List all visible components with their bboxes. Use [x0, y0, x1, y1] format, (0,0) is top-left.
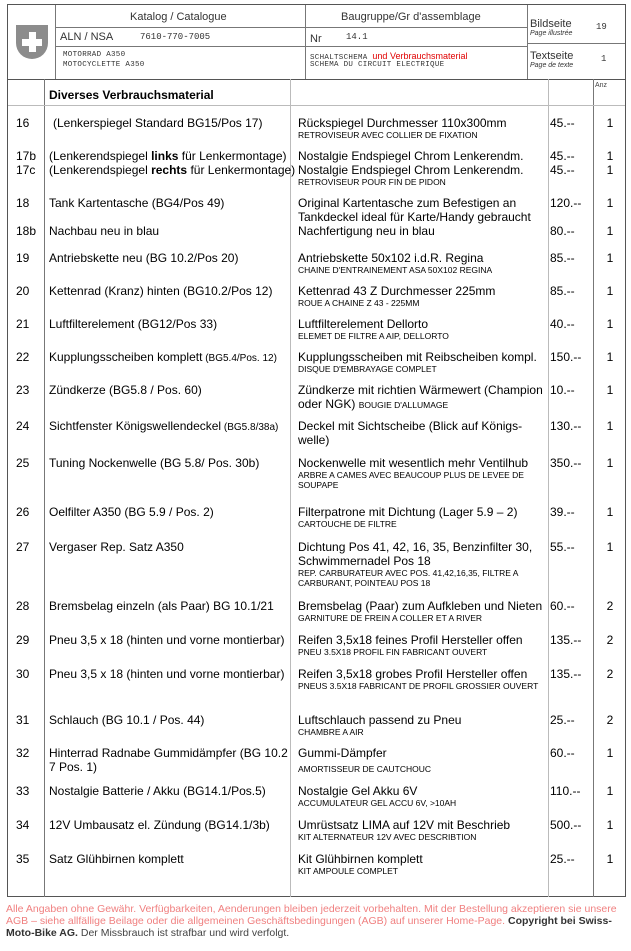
- desc-de-bold: rechts: [151, 163, 188, 177]
- desc-fr-main: Bremsbelag (Paar) zum Aufkleben und Nieten: [298, 599, 543, 613]
- price: 135.--: [550, 667, 582, 681]
- desc-fr-main: Rückspiegel Durchmesser 110x300mm: [298, 116, 507, 130]
- price: 120.--: [550, 196, 582, 210]
- desc-fr-main: Filterpatrone mit Dichtung (Lager 5.9 – 2): [298, 505, 518, 519]
- desc-fr: [298, 456, 548, 490]
- quantity: 2: [606, 599, 614, 613]
- desc-fr-sub: PNEU 3.5X18 PROFIL FIN FABRICANT OUVERT: [298, 647, 488, 657]
- pos-number: 31: [16, 713, 30, 727]
- desc-fr-main: Luftfilterelement Dellorto: [298, 317, 429, 331]
- desc-de: [49, 149, 297, 163]
- quantity: 1: [606, 149, 614, 163]
- desc-de: Satz Glühbirnen komplett: [49, 852, 184, 866]
- price: 45.--: [550, 116, 575, 130]
- desc-fr-sub: ROUE A CHAINE Z 43 - 225MM: [298, 298, 420, 308]
- desc-fr: [298, 383, 548, 412]
- pos-number: 19: [16, 251, 30, 265]
- price: 150.--: [550, 350, 582, 364]
- desc-de: 12V Umbausatz el. Zündung (BG14.1/3b): [49, 818, 270, 832]
- desc-de-main: Sichtfenster Königswellendeckel: [49, 419, 222, 433]
- desc-de: [49, 163, 297, 177]
- desc-de: Luftfilterelement (BG12/Pos 33): [49, 317, 218, 331]
- desc-fr-main: Kettenrad 43 Z Durchmesser 225mm: [298, 284, 496, 298]
- desc-de: Nachbau neu in blau: [49, 224, 160, 238]
- desc-de: Nostalgie Batterie / Akku (BG14.1/Pos.5): [49, 784, 266, 798]
- desc-fr-sub: AMORTISSEUR DE CAUTCHOUC: [298, 764, 432, 774]
- quantity: 2: [606, 633, 614, 647]
- pos-number: 22: [16, 350, 30, 364]
- catalog-header: [8, 5, 625, 80]
- desc-fr: [298, 116, 548, 140]
- desc-fr: [298, 746, 548, 774]
- quantity: 1: [606, 196, 614, 210]
- pos-number: 34: [16, 818, 30, 832]
- desc-fr: [298, 633, 548, 657]
- aln-value: 7610-770-7005: [140, 32, 211, 42]
- price: 39.--: [550, 505, 575, 519]
- anz-label: Anz: [595, 82, 608, 89]
- desc-fr: [298, 284, 548, 308]
- schema-fr: SCHEMA DU CIRCUIT ELECTRIQUE: [310, 61, 445, 69]
- textseite-value: 1: [601, 54, 607, 64]
- price: 10.--: [550, 383, 575, 397]
- price: 350.--: [550, 456, 582, 470]
- quantity: 1: [606, 852, 614, 866]
- price: 60.--: [550, 746, 575, 760]
- pos-number: 26: [16, 505, 30, 519]
- desc-fr-sub: BOUGIE D'ALLUMAGE: [358, 400, 449, 410]
- desc-de: Tuning Nockenwelle (BG 5.8/ Pos. 30b): [49, 456, 260, 470]
- pos-number: 25: [16, 456, 30, 470]
- quantity: 2: [606, 713, 614, 727]
- desc-de-c: für Lenkermontage): [187, 163, 296, 177]
- desc-fr-sub: ELEMET DE FILTRE A AIP, DELLORTO: [298, 331, 449, 341]
- pos-number: 21: [16, 317, 30, 331]
- desc-de: Oelfilter A350 (BG 5.9 / Pos. 2): [49, 505, 214, 519]
- desc-de: Schlauch (BG 10.1 / Pos. 44): [49, 713, 205, 727]
- desc-de-ref: (BG5.4/Pos. 12): [202, 353, 277, 364]
- price: 55.--: [550, 540, 575, 554]
- desc-de-ref: (BG5.8/38a): [221, 422, 279, 433]
- model-fr: MOTOCYCLETTE A350: [63, 61, 145, 69]
- desc-fr: [298, 818, 548, 842]
- swiss-cross-icon: [16, 25, 48, 59]
- price: 25.--: [550, 852, 575, 866]
- pos-number: 18b: [16, 224, 37, 238]
- price: 45.--: [550, 163, 575, 177]
- pos-number: 29: [16, 633, 30, 647]
- quantity: 1: [606, 784, 614, 798]
- quantity: 1: [606, 456, 614, 470]
- price: 25.--: [550, 713, 575, 727]
- footer-tail: Der Missbrauch ist strafbar und wird verfolgt.: [80, 927, 290, 939]
- desc-fr-sub: RETROVISEUR AVEC COLLIER DE FIXATION: [298, 130, 478, 140]
- desc-fr-sub: GARNITURE DE FREIN A COLLER ET A RIVER: [298, 613, 483, 623]
- desc-fr-main: Reifen 3,5x18 feines Profil Hersteller offen: [298, 633, 523, 647]
- bildseite-value: 19: [596, 22, 607, 32]
- price: 40.--: [550, 317, 575, 331]
- quantity: 1: [606, 383, 614, 397]
- desc-fr: Deckel mit Sichtscheibe (Blick auf Königs-welle): [298, 419, 523, 447]
- price: 85.--: [550, 251, 575, 265]
- desc-fr: [298, 505, 548, 529]
- pos-number: 30: [16, 667, 30, 681]
- footer-red-text: Alle Angaben ohne Gewähr. Verfügbarkeiten, Aenderungen bleiben jederzeit vorbehalten. Mit der Bestellung akzeptieren sie unsere AGB – siehe allfällige Beilage oder die allgemeinen Geschäftsbedingungen (AGB) auf unserer Home-Page.: [6, 903, 617, 927]
- quantity: 2: [606, 667, 614, 681]
- quantity: 1: [606, 163, 614, 177]
- desc-fr: [298, 251, 548, 275]
- nr-value: 14.1: [346, 32, 368, 42]
- pos-number: 17c: [16, 163, 36, 177]
- desc-fr-main: Dichtung Pos 41, 42, 16, 35, Benzinfilter 30, Schwimmernadel Pos 18: [298, 540, 533, 568]
- price: 80.--: [550, 224, 575, 238]
- nr-label: Nr: [310, 33, 322, 45]
- desc-de: (Lenkerspiegel Standard BG15/Pos 17): [53, 116, 263, 130]
- desc-fr-sub: ARBRE A CAMES AVEC BEAUCOUP PLUS DE LEVEE DE SOUPAPE: [298, 470, 524, 490]
- price: 110.--: [550, 784, 581, 798]
- textseite-label: Textseite: [530, 50, 574, 62]
- pos-number: 16: [16, 116, 30, 130]
- desc-de: Tank Kartentasche (BG4/Pos 49): [49, 196, 225, 210]
- desc-de: Vergaser Rep. Satz A350: [49, 540, 184, 554]
- desc-de: Pneu 3,5 x 18 (hinten und vorne montierbar): [49, 633, 285, 647]
- desc-fr-sub: CHAMBRE A AIR: [298, 727, 364, 737]
- desc-fr-main: Luftschlauch passend zu Pneu: [298, 713, 462, 727]
- assembly-label: Baugruppe/Gr d'assemblage: [341, 11, 481, 23]
- desc-fr: [298, 852, 548, 876]
- price: 130.--: [550, 419, 582, 433]
- desc-fr-main: Kit Glühbirnen komplett: [298, 852, 423, 866]
- schema-red: und Verbrauchsmaterial: [372, 51, 468, 61]
- quantity: 1: [606, 116, 614, 130]
- price: 85.--: [550, 284, 575, 298]
- pos-number: 28: [16, 599, 30, 613]
- desc-fr: Original Kartentasche zum Befestigen an Tankdeckel ideal für Karte/Handy gebraucht: [298, 196, 531, 224]
- desc-fr: [298, 784, 548, 808]
- desc-fr: [298, 599, 548, 623]
- desc-fr: Nostalgie Endspiegel Chrom Lenkerendm.: [298, 149, 524, 163]
- desc-fr-main: Reifen 3,5x18 grobes Profil Hersteller offen: [298, 667, 528, 681]
- desc-fr: [298, 667, 548, 691]
- quantity: 1: [606, 505, 614, 519]
- desc-fr-main: Kupplungsscheiben mit Reibscheiben kompl.: [298, 350, 537, 364]
- desc-fr: [298, 163, 548, 187]
- desc-fr-main: Zündkerze mit richtien Wärmewert (Champion oder NGK): [298, 383, 543, 411]
- desc-fr-sub: ACCUMULATEUR GEL ACCU 6V, >10AH: [298, 798, 457, 808]
- pos-number: 18: [16, 196, 30, 210]
- section-title: Diverses Verbrauchsmaterial: [49, 88, 214, 102]
- desc-de: Kettenrad (Kranz) hinten (BG10.2/Pos 12): [49, 284, 273, 298]
- quantity: 1: [606, 317, 614, 331]
- pos-number: 23: [16, 383, 30, 397]
- desc-fr-main: Nostalgie Gel Akku 6V: [298, 784, 418, 798]
- price: 60.--: [550, 599, 575, 613]
- pos-number: 32: [16, 746, 30, 760]
- desc-fr-sub: CHAINE D'ENTRAINEMENT ASA 50X102 REGINA: [298, 265, 493, 275]
- desc-de: [49, 419, 297, 435]
- desc-de: Antriebskette neu (BG 10.2/Pos 20): [49, 251, 239, 265]
- desc-de-bold: links: [151, 149, 179, 163]
- desc-de-a: (Lenkerendspiegel: [49, 163, 152, 177]
- quantity: 1: [606, 224, 614, 238]
- desc-de-c: für Lenkermontage): [178, 149, 287, 163]
- desc-fr-sub: CARTOUCHE DE FILTRE: [298, 519, 397, 529]
- pos-number: 35: [16, 852, 30, 866]
- catalog-label: Katalog / Catalogue: [130, 11, 227, 23]
- schema-de: SCHALTSCHEMA: [310, 54, 368, 62]
- desc-fr-sub: PNEUS 3.5X18 FABRICANT DE PROFIL GROSSIER OUVERT: [298, 681, 539, 691]
- quantity: 1: [606, 540, 614, 554]
- quantity: 1: [606, 419, 614, 433]
- desc-de: [49, 350, 297, 366]
- pos-number: 33: [16, 784, 30, 798]
- aln-label: ALN / NSA: [60, 31, 114, 43]
- desc-fr-main: Nockenwelle mit wesentlich mehr Ventilhub: [298, 456, 529, 470]
- footer-disclaimer: [6, 903, 626, 939]
- price: 135.--: [550, 633, 582, 647]
- desc-fr-main: Umrüstsatz LIMA auf 12V mit Beschrieb: [298, 818, 511, 832]
- desc-fr-main: Antriebskette 50x102 i.d.R. Regina: [298, 251, 484, 265]
- desc-fr-sub: KIT ALTERNATEUR 12V AVEC DESCRIBTION: [298, 832, 477, 842]
- desc-fr-main: Nostalgie Endspiegel Chrom Lenkerendm.: [298, 163, 524, 177]
- desc-de-a: (Lenkerendspiegel: [49, 149, 152, 163]
- model-de: MOTORRAD A350: [63, 51, 126, 59]
- pos-number: 20: [16, 284, 30, 298]
- pos-number: 27: [16, 540, 30, 554]
- pos-number: 17b: [16, 149, 37, 163]
- desc-fr-sub: REP. CARBURATEUR AVEC POS. 41,42,16,35, FILTRE A CARBURANT, POINTEAU POS 18: [298, 568, 518, 588]
- desc-fr-sub: RETROVISEUR POUR FIN DE PIDON: [298, 177, 446, 187]
- desc-fr: [298, 350, 548, 374]
- desc-fr-sub: KIT AMPOULE COMPLET: [298, 866, 398, 876]
- price: 45.--: [550, 149, 575, 163]
- desc-de-main: Kupplungsscheiben komplett: [49, 350, 203, 364]
- desc-fr-sub: DISQUE D'EMBRAYAGE COMPLET: [298, 364, 437, 374]
- quantity: 1: [606, 818, 614, 832]
- bildseite-label: Bildseite: [530, 18, 572, 30]
- desc-de: Bremsbelag einzeln (als Paar) BG 10.1/21: [49, 599, 274, 613]
- quantity: 1: [606, 251, 614, 265]
- footer-copyright: Copyright bei Swiss-Moto-Bike AG.: [6, 915, 612, 939]
- desc-fr: [298, 317, 548, 341]
- catalog-sheet: [7, 4, 626, 897]
- desc-fr: Nachfertigung neu in blau: [298, 224, 435, 238]
- desc-de: Pneu 3,5 x 18 (hinten und vorne montierbar): [49, 667, 285, 681]
- desc-fr: [298, 713, 548, 737]
- price: 500.--: [550, 818, 582, 832]
- desc-fr-main: Gummi-Dämpfer: [298, 746, 387, 760]
- bildseite-fr: Page illustrée: [530, 30, 573, 37]
- desc-fr: [298, 540, 548, 588]
- desc-de: Hinterrad Radnabe Gummidämpfer (BG 10.2 7 Pos. 1): [49, 746, 288, 774]
- textseite-fr: Page de texte: [530, 62, 574, 69]
- quantity: 1: [606, 284, 614, 298]
- desc-de: Zündkerze (BG5.8 / Pos. 60): [49, 383, 202, 397]
- pos-number: 24: [16, 419, 30, 433]
- quantity: 1: [606, 746, 614, 760]
- quantity: 1: [606, 350, 614, 364]
